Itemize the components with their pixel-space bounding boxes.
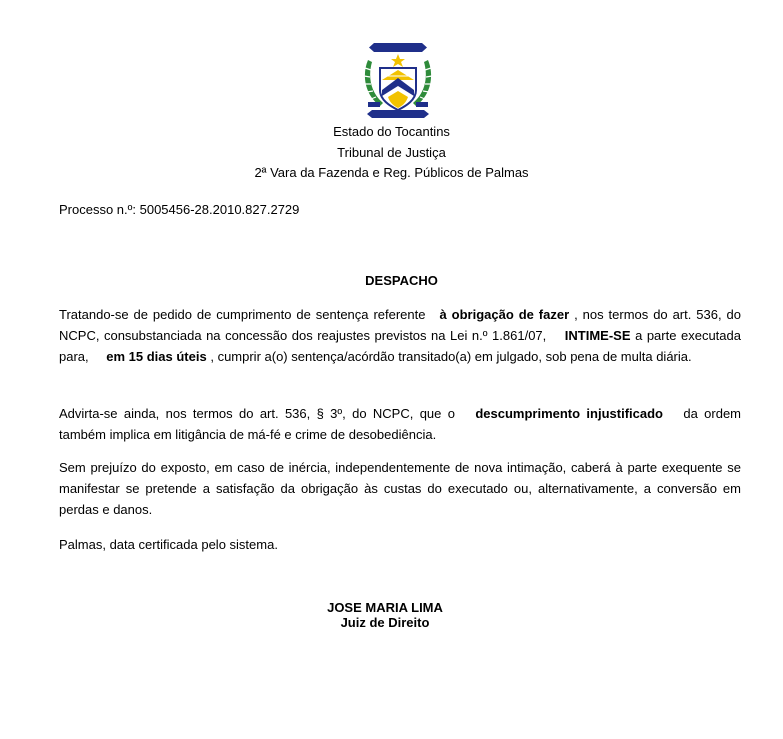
- p1-bold-obligation: à obrigação de fazer: [439, 307, 570, 322]
- process-number: Processo n.º: 5005456-28.2010.827.2729: [59, 202, 300, 217]
- paragraph-3: Sem prejuízo do exposto, em caso de inércia, independentemente de nova intimação, caberá à parte exequente se manifestar se pretende a satisfação da obrigação às custas do executado ou, alternativamente, a conversão em perdas e danos.: [59, 460, 741, 517]
- header-state: Estado do Tocantins: [333, 124, 450, 139]
- p1-text-1: Tratando-se de pedido de cumprimento de sentença referente: [59, 307, 426, 322]
- p1-bold-deadline: em 15 dias úteis: [106, 349, 207, 364]
- p2-text-1: Advirta-se ainda, nos termos do art. 536, § 3º, do NCPC, que o: [59, 406, 455, 421]
- p2-text-2: da ordem também implica em litigância de má-fé e crime de desobediência.: [59, 406, 741, 442]
- signature-name: JOSE MARIA LIMA: [327, 600, 443, 615]
- p1-text-3: a parte executada para,: [59, 328, 741, 364]
- header-division: 2ª Vara da Fazenda e Reg. Públicos de Palmas: [254, 165, 529, 180]
- p1-text-2: , nos termos do art. 536, do NCPC, consubstanciada na concessão dos reajustes previstos na Lei n.º 1.861/07,: [59, 307, 741, 343]
- paragraph-2: [59, 403, 741, 445]
- paragraph-1: [59, 304, 741, 367]
- paragraph-4: Palmas, data certificada pelo sistema.: [59, 537, 278, 552]
- header-court: Tribunal de Justiça: [337, 145, 446, 160]
- document-title: DESPACHO: [365, 273, 438, 288]
- p2-bold-noncompliance: descumprimento injustificado: [475, 406, 663, 421]
- coat-of-arms-logo: [360, 40, 436, 120]
- signature-role: Juiz de Direito: [340, 615, 430, 630]
- p1-text-4: , cumprir a(o) sentença/acórdão transitado(a) em julgado, sob pena de multa diária.: [210, 349, 692, 364]
- p1-bold-intime: INTIME-SE: [564, 328, 631, 343]
